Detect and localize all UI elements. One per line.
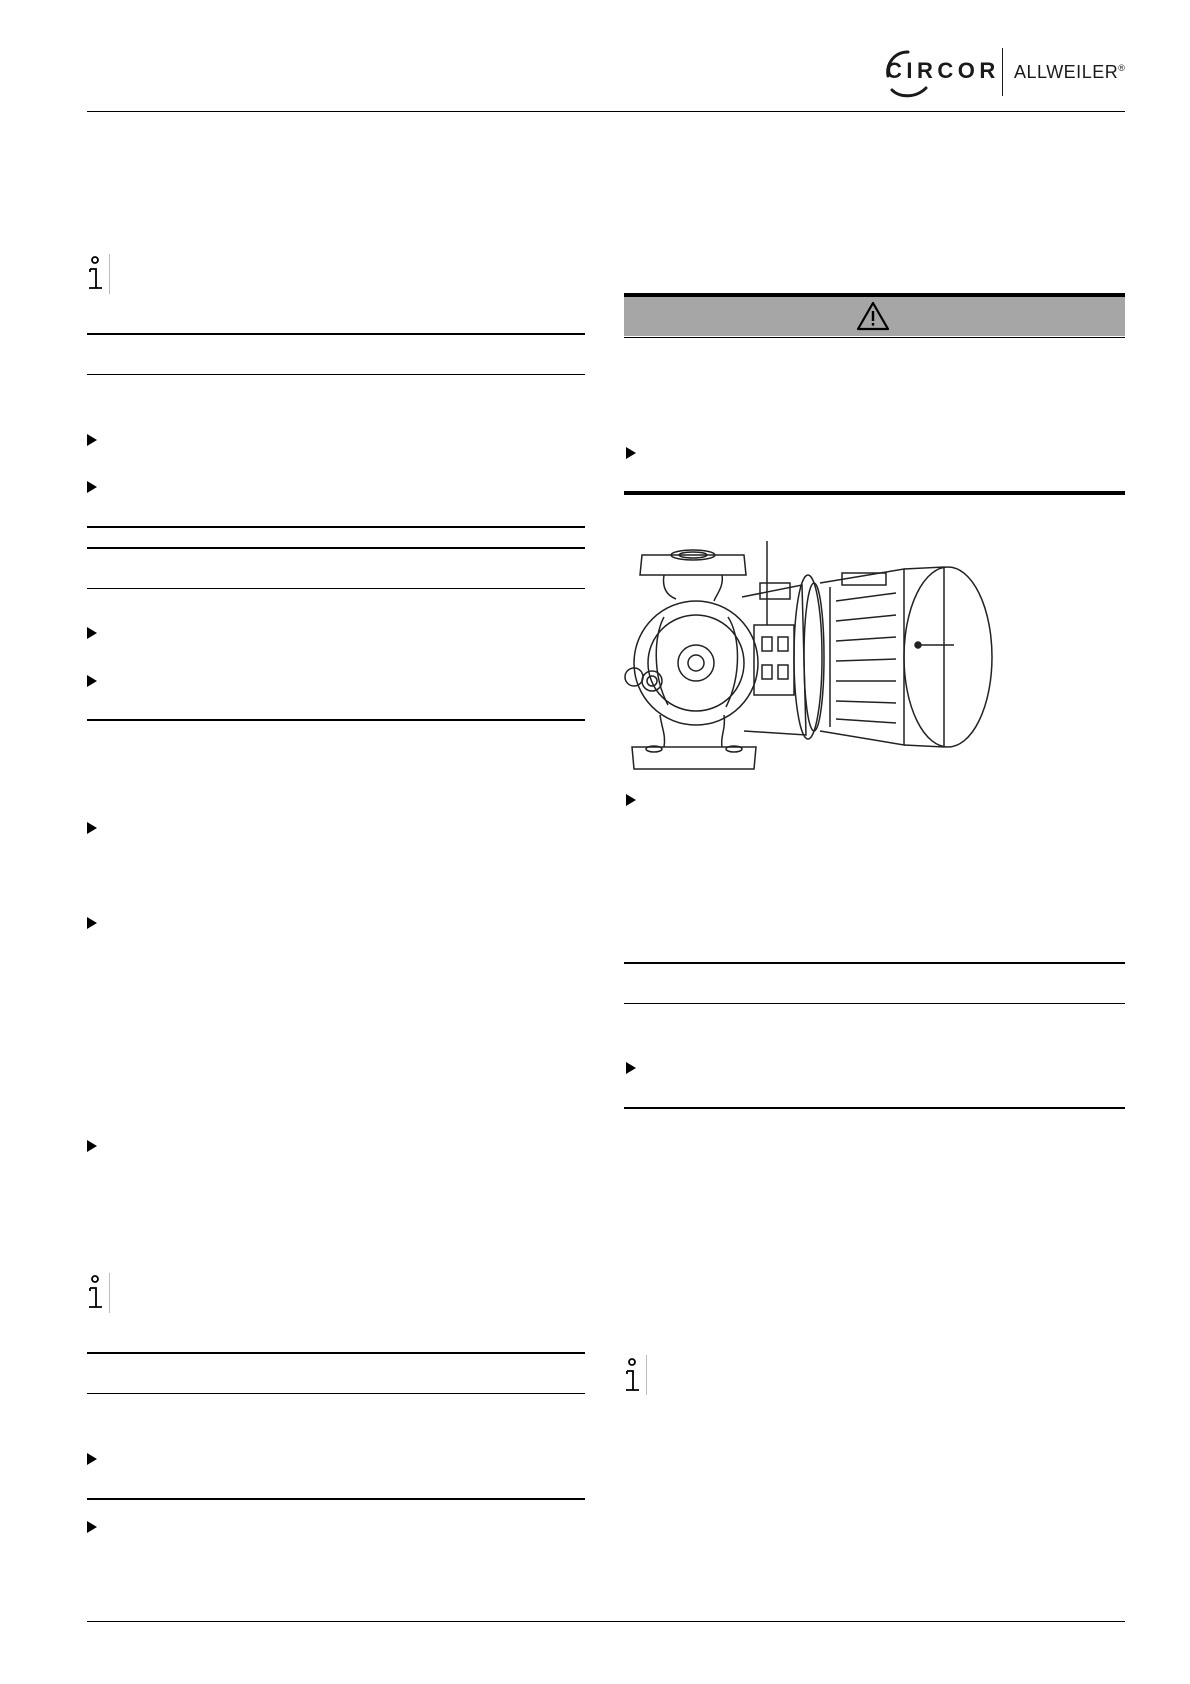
info-separator [109,254,110,294]
info-icon [621,1357,643,1395]
brand-logo-circor: CIRCOR [886,58,1000,83]
bullet-arrow-icon [87,675,97,687]
rule [87,1498,585,1500]
rule [87,719,585,721]
bullet-arrow-icon [87,917,97,929]
bullet-arrow-icon [626,447,636,459]
warning-end-rule [624,491,1125,495]
info-separator [646,1355,647,1395]
bullet-arrow-icon [87,822,97,834]
rule [624,962,1125,964]
header-rule [87,111,1125,112]
rule [87,526,585,528]
pump-illustration [624,525,1004,785]
bullet-arrow-icon [626,1062,636,1074]
rule [87,588,585,589]
brand-logo-allweiler: ALLWEILER® [1014,62,1126,82]
rule [87,374,585,375]
info-icon [84,1274,106,1312]
bullet-arrow-icon [87,434,97,446]
rule [624,1107,1125,1109]
info-icon [84,255,106,293]
bullet-arrow-icon [87,481,97,493]
rule [87,1352,585,1354]
info-separator [109,1273,110,1313]
rule [87,1393,585,1394]
bullet-arrow-icon [87,1453,97,1465]
bullet-arrow-icon [87,627,97,639]
rule [87,547,585,549]
warning-header-bar [624,293,1125,336]
logo-divider [1002,48,1003,96]
bullet-arrow-icon [626,794,636,806]
bullet-arrow-icon [87,1521,97,1533]
warning-triangle-icon [856,301,890,331]
rule [624,337,1125,338]
rule [624,1003,1125,1004]
footer-rule [87,1621,1125,1622]
bullet-arrow-icon [87,1140,97,1152]
rule [87,333,585,335]
